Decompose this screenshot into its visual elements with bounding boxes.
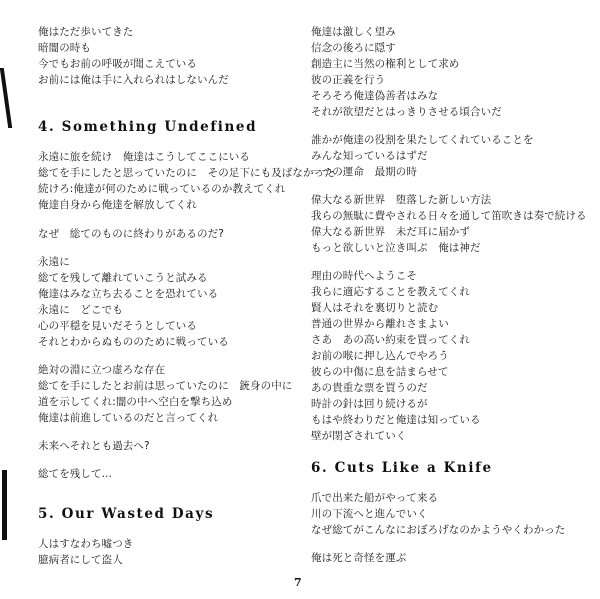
lyric-line: 創造主に当然の権利として求め xyxy=(311,58,460,70)
lyric-line: お前の喉に押し込んでやろう xyxy=(311,350,449,362)
lyric-line: 我らの無駄に費やされる日々を通して笛吹きは奏で続ける xyxy=(311,210,587,222)
lyric-line: それが欲望だとはっきりさせる頃合いだ xyxy=(311,106,502,118)
lyric-line: 偉大なる新世界 未だ耳に届かず xyxy=(311,226,470,238)
lyric-line: 偉大なる新世界 堕落した新しい方法 xyxy=(311,194,492,206)
lyric-line: 総てを残して離れていこうと試みる xyxy=(38,272,208,284)
lyric-line: 永遠に xyxy=(38,256,70,268)
lyric-line: 臆病者にして盗人 xyxy=(38,554,123,566)
lyric-line: 理由の時代へようこそ xyxy=(311,270,417,282)
lyric-line: 爪で出来た船がやって来る xyxy=(311,492,439,504)
lyric-line: なぜ 総てのものに終わりがあるのだ? xyxy=(38,228,224,240)
lyric-line: 未来へそれとも過去へ? xyxy=(38,440,150,452)
lyric-line: なぜ総てがこんなにおぼろげなのかようやくわかった xyxy=(311,524,566,536)
lyric-line: 総てを手にしたとお前は思っていたのに 銃身の中に xyxy=(38,380,293,392)
lyric-line: 信念の後ろに隠す xyxy=(311,42,396,54)
page-number: 7 xyxy=(294,576,302,589)
lyric-line: 今でもお前の呼吸が聞こえている xyxy=(38,58,197,70)
lyric-line: 彼の正義を行う xyxy=(311,74,386,86)
edge-mark-bottom xyxy=(2,470,7,540)
lyric-line: 彼らの中傷に息を詰まらせて xyxy=(311,366,449,378)
lyric-line: 俺達自身から俺達を解放してくれ xyxy=(38,199,197,211)
lyric-line: 壁が閉ざされていく xyxy=(311,430,407,442)
lyric-line: 俺達は激しく望み xyxy=(311,26,396,38)
lyric-line: あの貴重な票を買うのだ xyxy=(311,382,428,394)
lyric-line: 俺達はみな立ち去ることを恐れている xyxy=(38,288,219,300)
section-heading-4: 4. Something Undefined xyxy=(38,119,258,135)
lyric-line: 俺はただ歩いてきた xyxy=(38,26,134,38)
lyric-line: 川の下流へと進んでいく xyxy=(311,508,428,520)
section-heading-6: 6. Cuts Like a Knife xyxy=(311,460,493,476)
lyric-line: 永遠に旅を続け 俺達はこうしてここにいる xyxy=(38,151,250,163)
lyric-line: もっと欲しいと泣き叫ぶ 俺は神だ xyxy=(311,242,481,254)
lyric-line: みんな知っているはずだ xyxy=(311,150,428,162)
lyric-line: 俺は死と奇怪を運ぶ xyxy=(311,552,407,564)
lyric-line: 俺達は前進しているのだと言ってくれ xyxy=(38,412,219,424)
lyric-line: 普通の世界から離れさまよい xyxy=(311,318,449,330)
lyric-line: それとわからぬもののために戦っている xyxy=(38,336,229,348)
lyric-line: さあ あの高い約束を買ってくれ xyxy=(311,334,470,346)
lyric-line: 我らに適応することを教えてくれ xyxy=(311,286,470,298)
lyric-line: 絶対の淵に立つ虚ろな存在 xyxy=(38,364,166,376)
lyric-line: 総てを残して... xyxy=(38,468,112,480)
lyric-line: お前には俺は手に入れられはしないんだ xyxy=(38,74,229,86)
lyric-line: 賢人はそれを裏切りと読む xyxy=(311,302,439,314)
section-heading-5: 5. Our Wasted Days xyxy=(38,506,215,522)
lyric-line: 時計の針は回り続けるが xyxy=(311,398,428,410)
lyric-line: 総てを手にしたと思っていたのに その足下にも及ばなかった xyxy=(38,167,335,179)
edge-mark-top xyxy=(0,68,12,128)
lyric-line: 道を示してくれ:闇の中へ空白を撃ち込め xyxy=(38,396,233,408)
lyric-line: 続けろ:俺達が何のために戦っているのか教えてくれ xyxy=(38,183,286,195)
lyric-line: 人はすなわち嘘つき xyxy=(38,538,134,550)
lyric-line: 暗闇の時も xyxy=(38,42,91,54)
lyric-line: 永遠に どこでも xyxy=(38,304,123,316)
lyric-line: そろそろ俺達偽善者はみな xyxy=(311,90,439,102)
lyric-line: 心の平穏を見いだそうとしている xyxy=(38,320,197,332)
lyric-line: 一つの運命 最期の時 xyxy=(311,166,417,178)
lyric-line: もはや終わりだと俺達は知っている xyxy=(311,414,481,426)
lyric-line: 誰かが俺達の役割を果たしてくれていることを xyxy=(311,134,534,146)
